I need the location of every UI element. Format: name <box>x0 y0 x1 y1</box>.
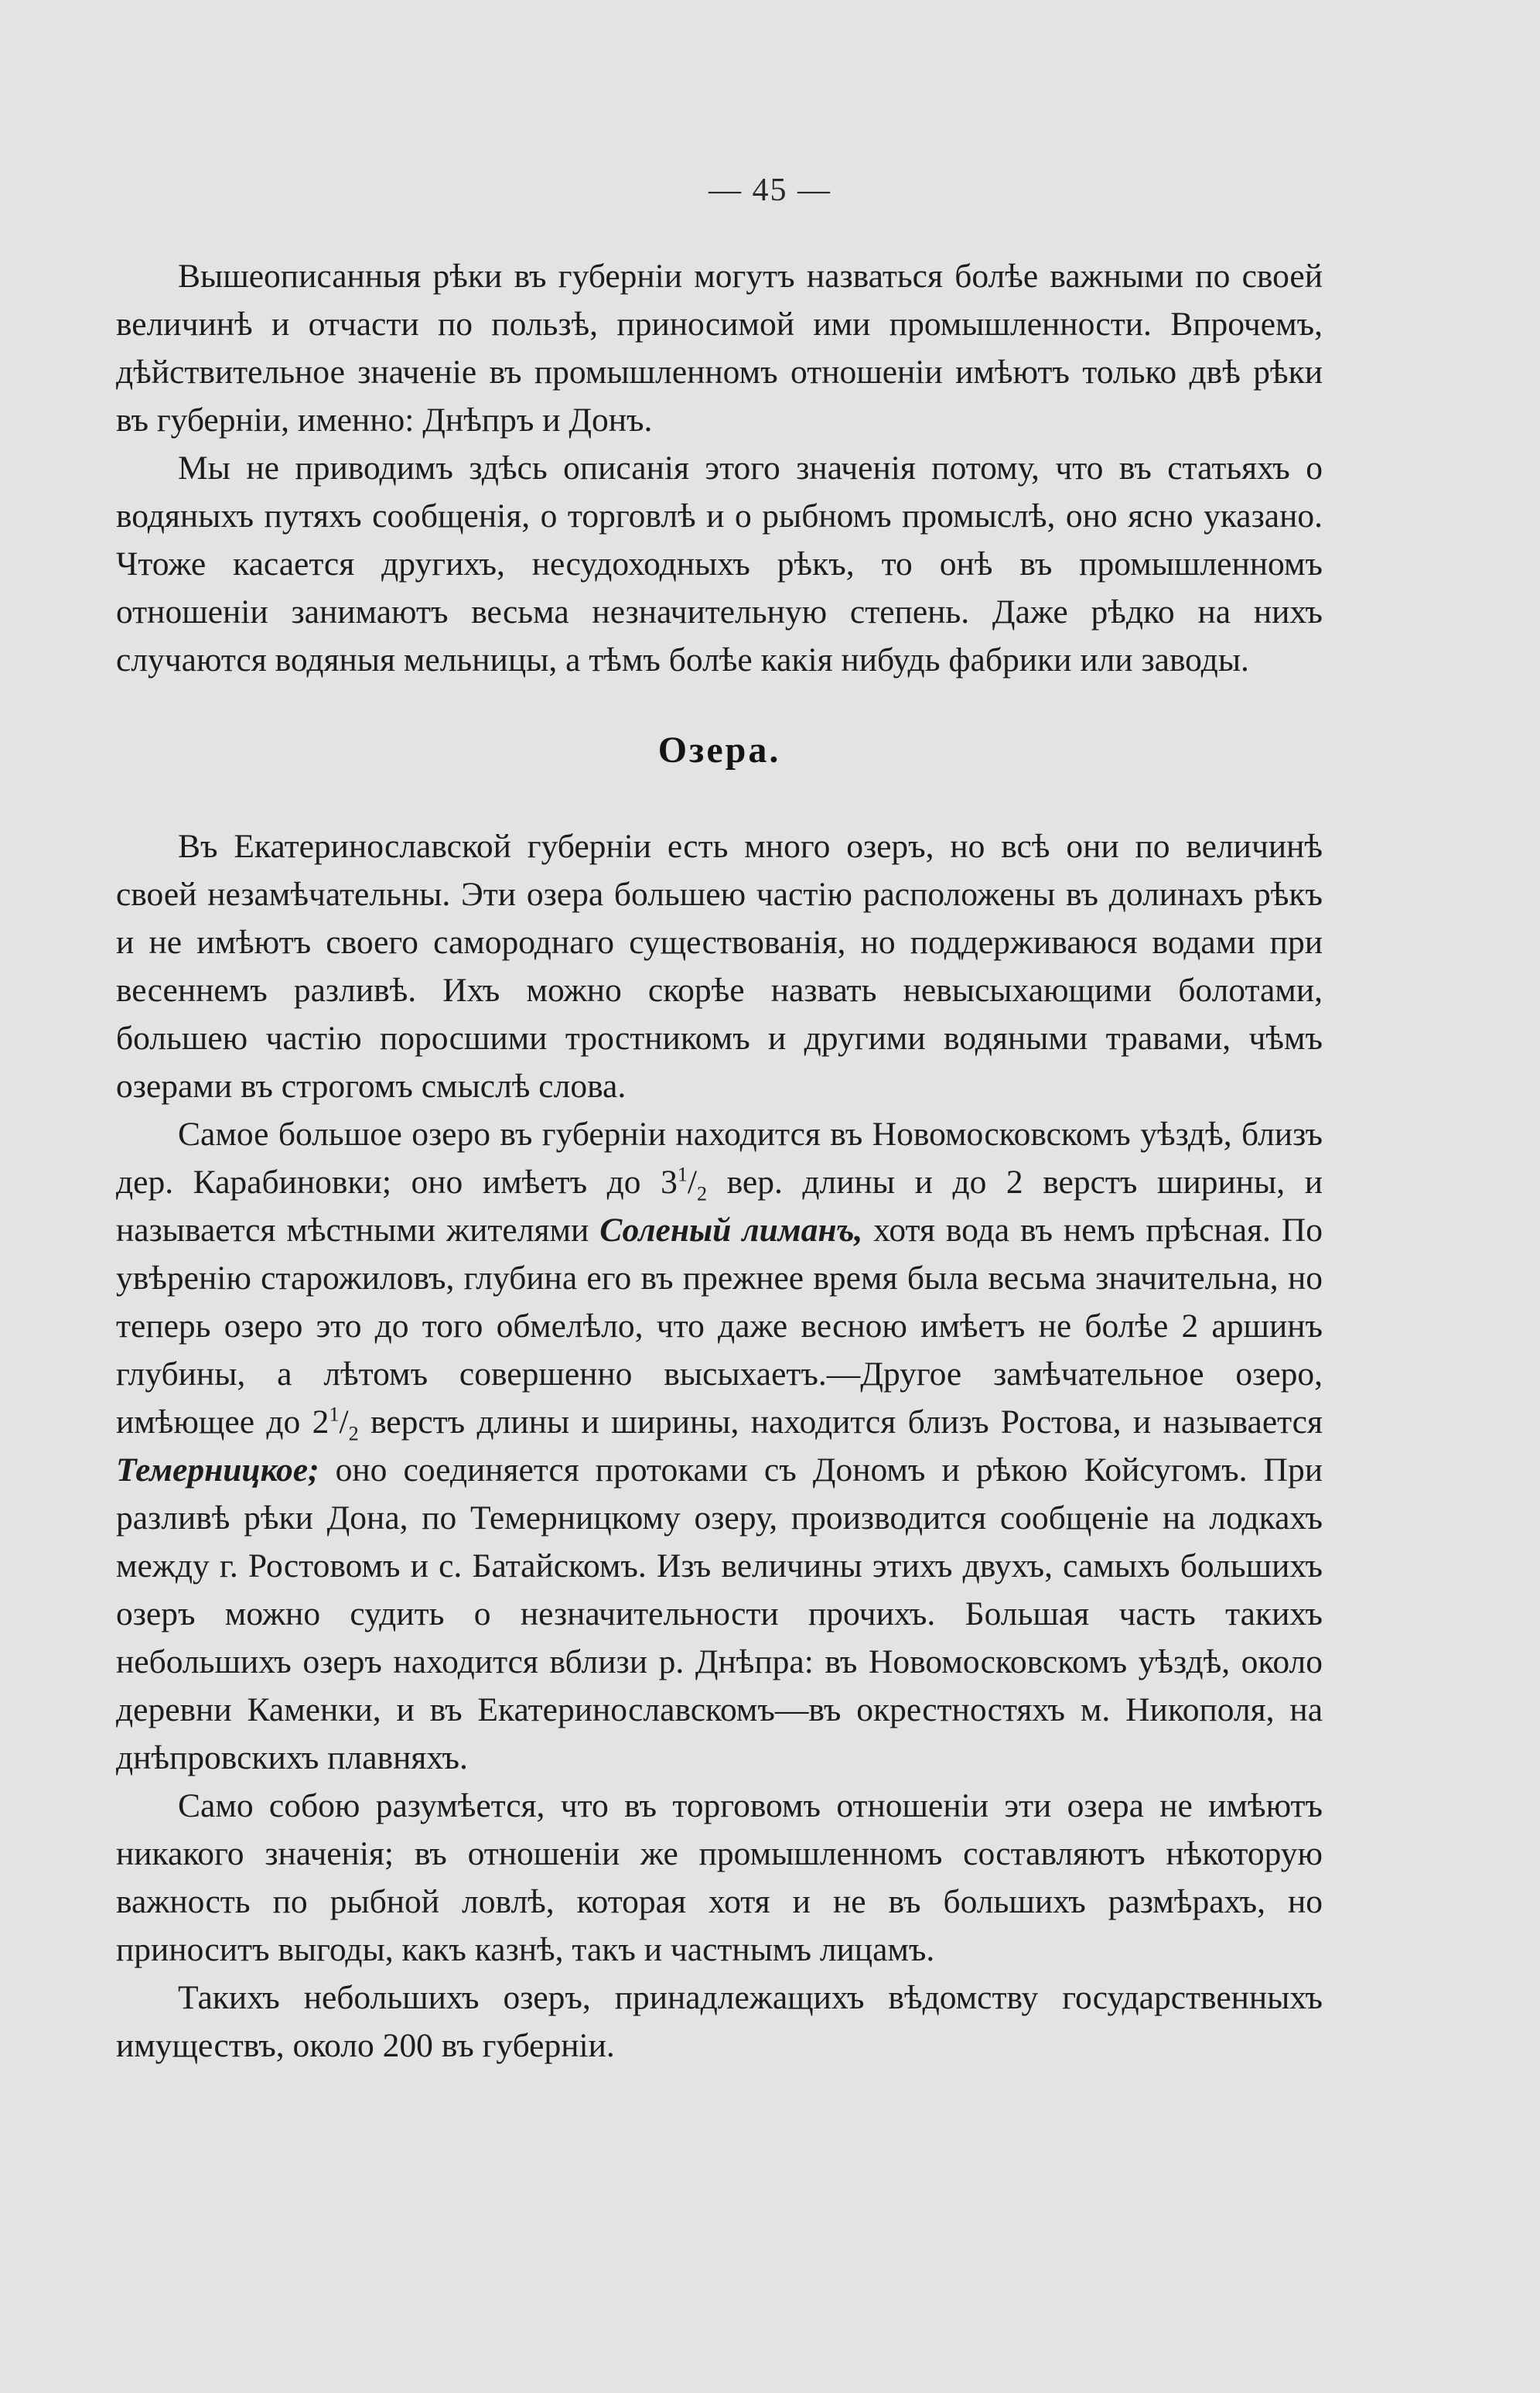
page-number: — 45 — <box>709 173 831 208</box>
text-run: хотя вода въ немъ прѣсная. По увѣренію старожиловъ, глубина его въ прежнее время была весьма значительна, но теперь озеро это до того обмелѣло, что даже весною имѣетъ не болѣе 2 аршинъ глубины, а лѣтомъ совершенно высыхаетъ.—Другое замѣчательное озеро, имѣющее до 2 <box>116 1212 1323 1441</box>
fraction-numerator: 1 <box>677 1163 688 1186</box>
fraction-denominator: 2 <box>348 1422 359 1445</box>
section-heading-lakes: Озера. <box>657 730 781 771</box>
text-run: верстъ длины и ширины, находится близъ Ростова, и называется <box>358 1403 1323 1441</box>
lake-name-temernitskoe: Темерницкое; <box>116 1451 319 1489</box>
paragraph-rivers-industry: Мы не приводимъ здѣсь описанія этого значенія потому, что въ статьяхъ о водяныхъ путяхъ сообщенія, о торговлѣ и о рыбномъ промыслѣ, оно ясно указано. Чтоже касается другихъ, несудоходныхъ рѣкъ, то онѣ въ промышленномъ отношеніи занимаютъ весьма незначительную степень. Даже рѣдко на нихъ случаются водяныя мельницы, а тѣмъ болѣе какія нибудь фабрики или заводы. <box>116 450 1323 679</box>
lake-name-soleny-liman: Соленый лиманъ, <box>599 1212 863 1249</box>
paragraph-rivers-importance: Вышеописанныя рѣки въ губерніи могутъ назваться болѣе важными по своей величинѣ и отчасти по пользѣ, приносимой ими промышленности. Впрочемъ, дѣйствительное значеніе въ промышленномъ отношеніи имѣютъ только двѣ рѣки въ губерніи, именно: Днѣпръ и Донъ. <box>116 258 1323 439</box>
fraction-denominator: 2 <box>697 1182 708 1205</box>
paragraph-lakes-count: Такихъ небольшихъ озеръ, принадлежащихъ вѣдомству государственныхъ имуществъ, около 200 въ губерніи. <box>116 1979 1323 2064</box>
paragraph-lakes-trade: Само собою разумѣется, что въ торговомъ отношеніи эти озера не имѣютъ никакого значенія; въ отношеніи же промышленномъ составляютъ нѣкоторую важность по рыбной ловлѣ, которая хотя и не въ большихъ размѣрахъ, но приноситъ выгоды, какъ казнѣ, такъ и частнымъ лицамъ. <box>116 1787 1323 1968</box>
fraction-numerator: 1 <box>329 1403 340 1426</box>
text-run: оно соединяется протоками съ Дономъ и рѣкою Койсугомъ. При разливѣ рѣки Дона, по Темерницкому озеру, производится сообщеніе на лодкахъ между г. Ростовомъ и с. Батайскомъ. Изъ величины этихъ двухъ, самыхъ большихъ озеръ можно судить о незначительности прочихъ. Большая часть такихъ небольшихъ озеръ находится вблизи р. Днѣпра: въ Новомосковскомъ уѣздѣ, около деревни Каменки, и въ Екатеринославскомъ—въ окрестностяхъ м. Никополя, на днѣпровскихъ плавняхъ. <box>116 1451 1323 1776</box>
paragraph-lakes-overview: Въ Екатеринославской губерніи есть много озеръ, но всѣ они по величинѣ своей незамѣчательны. Эти озера большею частію расположены въ долинахъ рѣкъ и не имѣютъ своего самороднаго существованія, но поддерживаюся водами при весеннемъ разливѣ. Ихъ можно скорѣе назвать невысыхающими болотами, большею частію поросшими тростникомъ и другими водяными травами, чѣмъ озерами въ строгомъ смыслѣ слова. <box>116 828 1323 1105</box>
text-run: Самое большое озеро въ губерніи находится въ Новомосковскомъ уѣздѣ, близъ дер. Карабиновки; оно имѣетъ до 3 <box>116 1116 1323 1201</box>
text-run: вер. длины и до 2 верстъ ширины, и называется мѣстными жителями <box>116 1164 1323 1249</box>
text-body <box>116 252 1323 2070</box>
paragraph-largest-lakes: Самое большое озеро въ губерніи находится въ Новомосковскомъ уѣздѣ, близъ дер. Карабиновки; оно имѣетъ до $3^1/_2$ вер. длины и до 2 верстъ ширины, и называется мѣстными жителями Соленый лиманъ, хотя вода въ немъ прѣсная. По увѣренію старожиловъ, глубина его въ прежнее время была весьма значительна, но теперь озеро это до того обмелѣло, что даже весною имѣетъ не болѣе 2 аршинъ глубины, а лѣтомъ совершенно высыхаетъ.—Другое замѣчательное озеро, имѣющее до $2^1/_2$ верстъ длины и ширины, находится близъ Ростова, и называется Темерницкое; оно соединяется протоками съ Дономъ и рѣкою Койсугомъ. При разливѣ рѣки Дона, по Темерницкому озеру, производится сообщеніе на лодкахъ между г. Ростовомъ и с. Батайскомъ. Изъ величины этихъ двухъ, самыхъ большихъ озеръ можно судить о незначительности прочихъ. Большая часть такихъ небольшихъ озеръ находится вблизи р. Днѣпра: въ Новомосковскомъ уѣздѣ, около деревни Каменки, и въ Екатеринославскомъ—въ окрестностяхъ м. Никополя, на днѣпровскихъ плавняхъ. <box>116 1116 1323 1776</box>
